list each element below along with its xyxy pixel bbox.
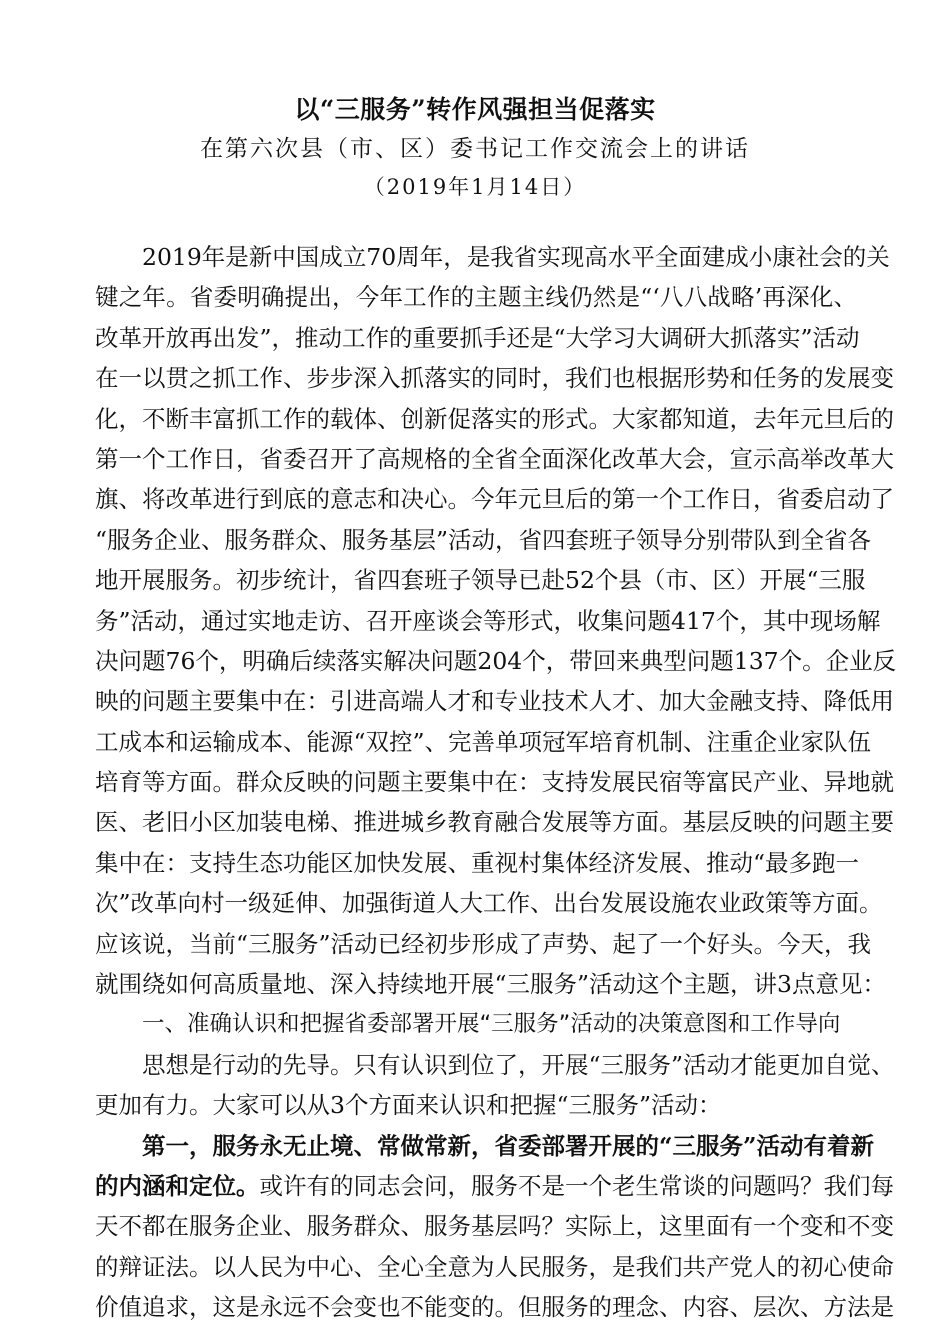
paragraph-line: 务”活动，通过实地走访、召开座谈会等形式，收集问题417个，其中现场解 <box>95 606 881 635</box>
document-date: （2019年1月14日） <box>363 175 587 199</box>
paragraph-line: 价值追求，这是永远不会变也不能变的。但服务的理念、内容、层次、方法是 <box>95 1293 894 1322</box>
paragraph-line: 2019年是新中国成立70周年，是我省实现高水平全面建成小康社会的关 <box>142 243 890 271</box>
paragraph-line: “服务企业、服务群众、服务基层”活动，省四套班子领导分别带队到全省各 <box>95 525 872 554</box>
paragraph-line: 在一以贯之抓工作、步步深入抓落实的同时，我们也根据形势和任务的发展变 <box>95 364 894 393</box>
point-heading-continuation: 的内涵和定位。 <box>95 1171 260 1200</box>
paragraph-line: 应该说，当前“三服务”活动已经初步形成了声势、起了一个好头。今天，我 <box>95 929 872 958</box>
paragraph-line <box>95 1166 894 1206</box>
paragraph-line: 思想是行动的先导。只有认识到位了，开展“三服务”活动才能更加自觉、 <box>142 1050 895 1079</box>
point-heading-line: 第一，服务永无止境、常做常新，省委部署开展的“三服务”活动有着新 <box>142 1131 875 1160</box>
paragraph-line: 医、老旧小区加装电梯、推进城乡教育融合发展等方面。基层反映的问题主要 <box>95 808 894 837</box>
paragraph-line: 培育等方面。群众反映的问题主要集中在：支持发展民宿等富民产业、异地就 <box>95 768 894 797</box>
paragraph-line: 集中在：支持生态功能区加快发展、重视村集体经济发展、推动“最多跑一 <box>95 848 860 877</box>
point-body-text: 或许有的同志会问，服务不是一个老生常谈的问题吗？我们每 <box>259 1171 894 1200</box>
paragraph-line: 映的问题主要集中在：引进高端人才和专业技术人才、加大金融支持、降低用 <box>95 687 894 716</box>
paragraph-line: 键之年。省委明确提出，今年工作的主题主线仍然是“‘八八战略’再深化、 <box>95 283 857 312</box>
paragraph-line: 化，不断丰富抓工作的载体、创新促落实的形式。大家都知道，去年元旦后的 <box>95 404 894 433</box>
document-title: 以“三服务”转作风强担当促落实 <box>294 95 656 124</box>
paragraph-line: 第一个工作日，省委召开了高规格的全省全面深化改革大会，宣示高举改革大 <box>95 444 894 473</box>
paragraph-line: 更加有力。大家可以从3个方面来认识和把握“三服务”活动： <box>95 1091 722 1120</box>
paragraph-line: 地开展服务。初步统计，省四套班子领导已赴52个县（市、区）开展“三服 <box>95 566 866 595</box>
paragraph-line: 旗、将改革进行到底的意志和决心。今年元旦后的第一个工作日，省委启动了 <box>95 485 894 514</box>
paragraph-line: 的辩证法。以人民为中心、全心全意为人民服务，是我们共产党人的初心使命 <box>95 1252 894 1281</box>
document-subtitle: 在第六次县（市、区）委书记工作交流会上的讲话 <box>200 136 750 162</box>
paragraph-line: 天不都在服务企业、服务群众、服务基层吗？实际上，这里面有一个变和不变 <box>95 1212 894 1241</box>
paragraph-line: 决问题76个，明确后续落实解决问题204个，带回来典型问题137个。企业反 <box>95 646 897 675</box>
paragraph-line: 改革开放再出发”，推动工作的重要抓手还是“大学习大调研大抓落实”活动 <box>95 323 860 352</box>
paragraph-line: 工成本和运输成本、能源“双控”、完善单项冠军培育机制、注重企业家队伍 <box>95 727 872 756</box>
section-heading: 一、准确认识和把握省委部署开展“三服务”活动的决策意图和工作导向 <box>142 1011 841 1038</box>
paragraph-line: 就围绕如何高质量地、深入持续地开展“三服务”活动这个主题，讲3点意见： <box>95 970 886 999</box>
paragraph-line: 次”改革向村一级延伸、加强街道人大工作、出台发展设施农业政策等方面。 <box>95 889 883 918</box>
document-body <box>95 237 897 1328</box>
